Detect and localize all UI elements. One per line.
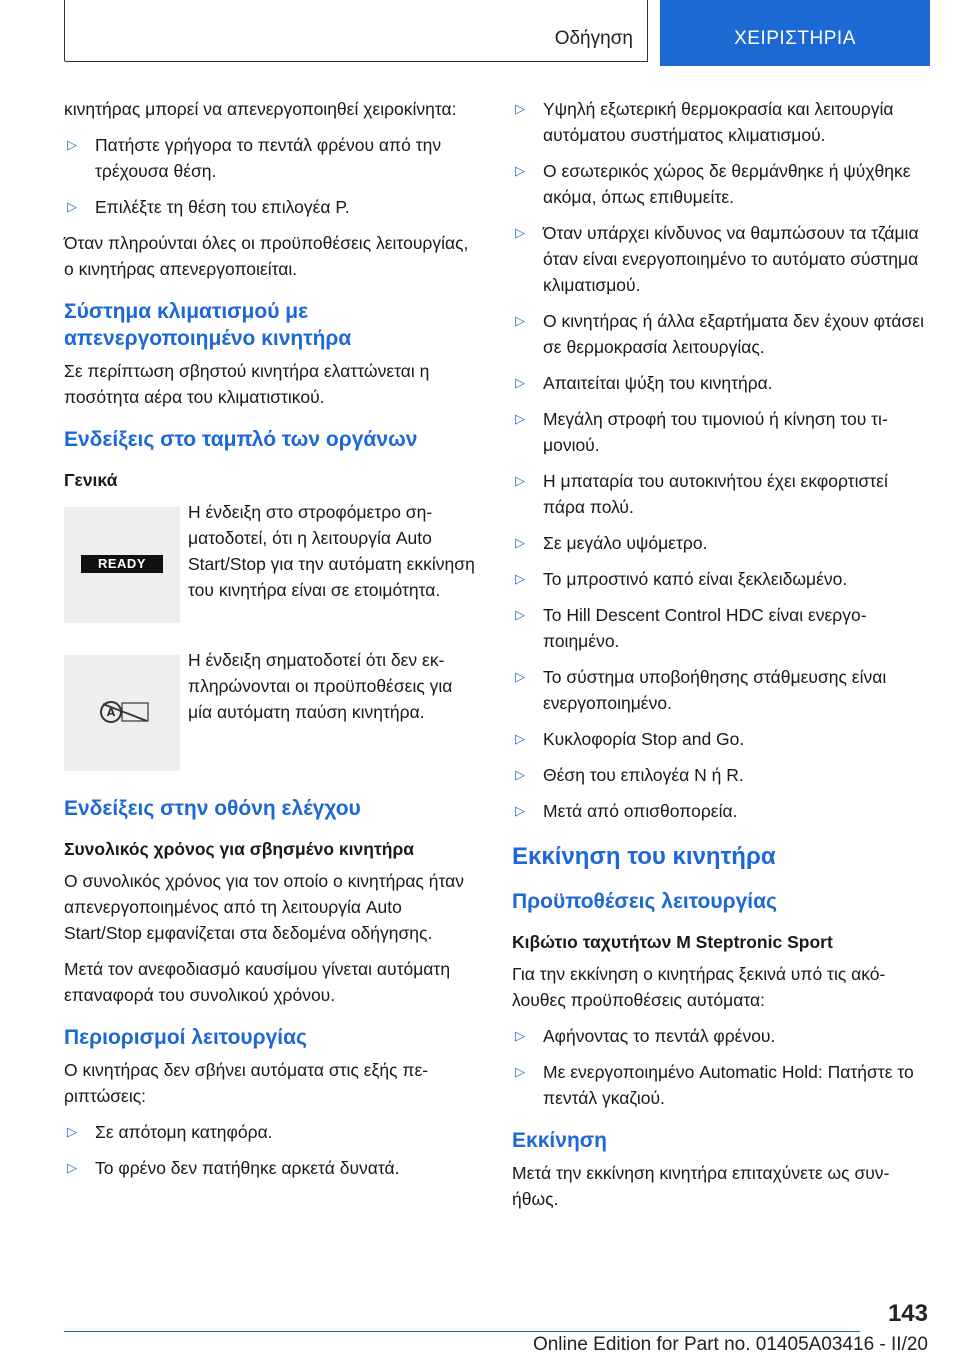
list-item: ▷ Όταν υπάρχει κίνδυνος να θαμπώσουν τα τζάμια όταν είναι ενεργοποιημένο το αυτόματο σύστημα κλιματισμού. xyxy=(512,220,926,298)
page-header xyxy=(64,0,930,64)
list-item: ▷ Πατήστε γρήγορα το πεντάλ φρένου από την τρέχουσα θέση. xyxy=(64,132,478,184)
list-item: ▷ Απαιτείται ψύξη του κινητήρα. xyxy=(512,370,926,396)
subsection-heading: Κιβώτιο ταχυτήτων M Steptronic Sport xyxy=(512,932,833,952)
list-item: ▷ Η μπαταρία του αυτοκινήτου έχει εκφορτιστεί πάρα πολύ. xyxy=(512,468,926,520)
triangle-right-icon: ▷ xyxy=(515,411,525,426)
list-item: ▷ Το Hill Descent Control HDC είναι ενεργοποιημένο. xyxy=(512,602,926,654)
paragraph: Μετά την εκκίνηση κινητήρα επιταχύνετε ως συνήθως. xyxy=(512,1163,890,1209)
list-item: ▷ Ο εσωτερικός χώρος δε θερμάνθηκε ή ψύχθηκε ακόμα, όπως επιθυμείτε. xyxy=(512,158,926,210)
section-heading: Ενδείξεις στο ταμπλό των οργάνων xyxy=(64,428,418,451)
list-item: ▷ Σε μεγάλο υψόμετρο. xyxy=(512,530,926,556)
ready-indicator-image xyxy=(64,507,180,623)
paragraph: κινητήρας μπορεί να απενεργοποιηθεί χειροκίνητα: xyxy=(64,99,457,119)
list-item: ▷ Υψηλή εξωτερική θερμοκρασία και λειτουργία αυτόματου συστήματος κλιματισμού. xyxy=(512,96,926,148)
triangle-right-icon: ▷ xyxy=(515,375,525,390)
triangle-right-icon: ▷ xyxy=(515,731,525,746)
edition-footer: Online Edition for Part no. 01405A03416 - II/20 xyxy=(532,1334,928,1355)
paragraph: Ο κινητήρας δεν σβήνει αυτόματα στις εξής περιπτώσεις: xyxy=(64,1060,429,1106)
section-heading: Προϋποθέσεις λειτουργίας xyxy=(512,890,777,913)
list-item: ▷ Το μπροστινό καπό είναι ξεκλειδωμένο. xyxy=(512,566,926,592)
section-tab-label: Οδήγηση xyxy=(554,28,633,49)
section-heading: Ενδείξεις στην οθόνη ελέγχου xyxy=(64,797,361,820)
list-item: ▷ Με ενεργοποιημένο Automatic Hold: Πατήστε το πεντάλ γκαζιού. xyxy=(512,1059,926,1111)
page-number: 143 xyxy=(887,1300,928,1327)
paragraph: Για την εκκίνηση ο κινητήρας ξεκινά υπό τις ακόλουθες προϋποθέσεις αυτόματα: xyxy=(512,964,886,1010)
triangle-right-icon: ▷ xyxy=(515,225,525,240)
triangle-right-icon: ▷ xyxy=(515,607,525,622)
list-item: ▷ Σε απότομη κατηφόρα. xyxy=(64,1119,478,1145)
list-item: ▷ Κυκλοφορία Stop and Go. xyxy=(512,726,926,752)
triangle-right-icon: ▷ xyxy=(515,473,525,488)
chapter-tab-label: ΧΕΙΡΙΣΤΗΡΙΑ xyxy=(734,28,856,49)
list-item: ▷ Μεγάλη στροφή του τιμονιού ή κίνηση του τιμονιού. xyxy=(512,406,926,458)
indicator-row xyxy=(64,499,478,623)
triangle-right-icon: ▷ xyxy=(515,669,525,684)
list-item: ▷ Μετά από οπισθοπορεία. xyxy=(512,798,926,824)
indicator-row xyxy=(64,647,478,771)
list-item: ▷ Επιλέξτε τη θέση του επιλογέα P. xyxy=(64,194,478,220)
svg-text:A: A xyxy=(106,706,116,719)
triangle-right-icon: ▷ xyxy=(515,101,525,116)
subsection-heading: Γενικά xyxy=(64,470,118,490)
section-heading: Εκκίνηση xyxy=(512,1129,607,1152)
triangle-right-icon: ▷ xyxy=(515,767,525,782)
list-item: ▷ Θέση του επιλογέα N ή R. xyxy=(512,762,926,788)
triangle-right-icon: ▷ xyxy=(67,137,77,152)
triangle-right-icon: ▷ xyxy=(67,199,77,214)
left-column xyxy=(64,96,478,1191)
paragraph: Ο συνολικός χρόνος για τον οποίο ο κινητήρας ήταν απενεργοποιημένος από τη λειτουργία Auto Start/Stop εμφανίζεται στα δεδομένα οδήγησης. xyxy=(64,871,464,943)
list-item: ▷ Ο κινητήρας ή άλλα εξαρτήματα δεν έχουν φτάσει σε θερμοκρασία λειτουργίας. xyxy=(512,308,926,360)
subsection-heading: Συνολικός χρόνος για σβησμένο κινητήρα xyxy=(64,839,415,859)
indicator-description: Η ένδειξη σηματοδοτεί ότι δεν εκπληρώνονται οι προϋποθέσεις για μία αυτόματη παύση κινητήρα. xyxy=(188,650,453,722)
triangle-right-icon: ▷ xyxy=(515,313,525,328)
paragraph: Όταν πληρούνται όλες οι προϋποθέσεις λειτουργίας, ο κινητήρας απενεργοποιείται. xyxy=(64,233,469,279)
section-heading: Περιορισμοί λειτουργίας xyxy=(64,1026,307,1049)
triangle-right-icon: ▷ xyxy=(515,803,525,818)
section-tab-driving xyxy=(64,0,648,62)
triangle-right-icon: ▷ xyxy=(515,571,525,586)
list-item: ▷ Το φρένο δεν πατήθηκε αρκετά δυνατά. xyxy=(64,1155,478,1181)
chapter-tab-controls xyxy=(660,0,930,66)
triangle-right-icon: ▷ xyxy=(515,163,525,178)
triangle-right-icon: ▷ xyxy=(67,1124,77,1139)
section-heading: Σύστημα κλιματισμού με απενεργοποιημένο κινητήρα xyxy=(64,300,352,350)
triangle-right-icon: ▷ xyxy=(515,535,525,550)
right-column xyxy=(512,96,926,1222)
triangle-right-icon: ▷ xyxy=(515,1028,525,1043)
section-heading: Εκκίνηση του κινητήρα xyxy=(512,843,776,870)
start-stop-indicator-image xyxy=(64,655,180,771)
list-item: ▷ Το σύστημα υποβοήθησης στάθμευσης είναι ενεργοποιημένο. xyxy=(512,664,926,716)
indicator-description: Η ένδειξη στο στροφόμετρο σηματοδοτεί, ότι η λειτουργία Auto Start/Stop για την αυτόματη εκκίνηση του κινητήρα είναι σε ετοιμότητα. xyxy=(188,502,475,600)
ready-icon: READY xyxy=(81,555,163,573)
footer-divider xyxy=(64,1331,860,1332)
list-item: ▷ Αφήνοντας το πεντάλ φρένου. xyxy=(512,1023,926,1049)
paragraph: Μετά τον ανεφοδιασμό καυσίμου γίνεται αυτόματη επαναφορά του συνολικού χρόνου. xyxy=(64,959,451,1005)
auto-start-stop-icon xyxy=(100,699,150,725)
triangle-right-icon: ▷ xyxy=(67,1160,77,1175)
triangle-right-icon: ▷ xyxy=(515,1064,525,1079)
paragraph: Σε περίπτωση σβηστού κινητήρα ελαττώνεται η ποσότητα αέρα του κλιματιστικού. xyxy=(64,361,430,407)
